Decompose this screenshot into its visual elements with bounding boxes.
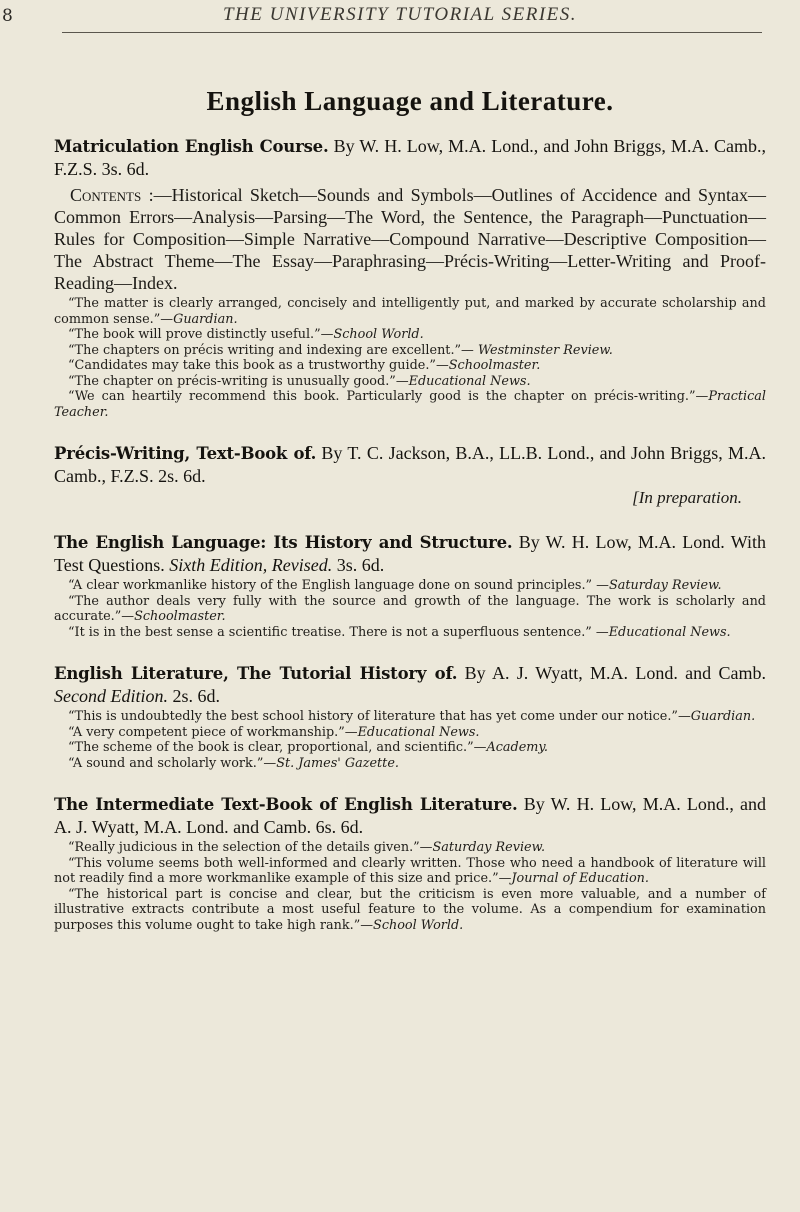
review-source: St. James' Gazette. bbox=[276, 755, 399, 771]
review-source: Guardian. bbox=[690, 709, 756, 724]
in-preparation-note: [In preparation. bbox=[632, 488, 742, 507]
book-title: The Intermediate Text-Book of English Literature. bbox=[54, 795, 518, 814]
entry-heading bbox=[54, 442, 766, 487]
book-title: The English Language: Its History and Structure. bbox=[54, 533, 513, 552]
review-source: Educational News. bbox=[408, 373, 531, 389]
review-source: School World. bbox=[333, 327, 424, 342]
review-source: Saturday Review. bbox=[432, 840, 546, 855]
review-quote: “We can heartily recommend this book. Particularly good is the chapter on précis-writing.”—Practical Teacher. bbox=[54, 389, 766, 420]
book-edition: Sixth Edition, Revised. bbox=[169, 555, 333, 575]
review-quote: “The chapters on précis writing and indexing are excellent.”— Westminster Review. bbox=[68, 342, 613, 358]
review-quote: “The author deals very fully with the source and growth of the language. The work is scholarly and accurate.”—Schoolmaster. bbox=[54, 593, 766, 624]
book-title: Précis-Writing, Text-Book of. bbox=[54, 444, 317, 463]
review-quote: “A sound and scholarly work.”—St. James' Gazette. bbox=[68, 755, 399, 771]
review-source: Westminster Review. bbox=[477, 342, 613, 358]
book-byline: By A. J. Wyatt, M.A. Lond. and Camb. bbox=[457, 663, 766, 683]
review-quote: “The matter is clearly arranged, concisely and intelligently put, and marked by accurate scholarship and common sense.”—Guardian. bbox=[54, 296, 766, 327]
book-title: English Literature, The Tutorial History of. bbox=[54, 664, 458, 683]
book-price: 2s. 6d. bbox=[167, 686, 220, 706]
review-quote: “This volume seems both well-informed and clearly written. Those who need a handbook of literature will not readily find a more workmanlike example of this size and price.”—Journal of Education. bbox=[54, 855, 766, 886]
book-byline: By W. H. Low, M.A. Lond., and A. J. Wyatt, M.A. Lond. and Camb. 6s. 6d. bbox=[54, 794, 766, 837]
book-entry-matriculation-english bbox=[54, 135, 766, 420]
review-quotes bbox=[54, 296, 766, 420]
review-quote: “This is undoubtedly the best school history of literature that has yet come under our notice.”—Guardian. bbox=[68, 709, 756, 724]
book-byline: By W. H. Low, M.A. Lond. With Test Questions. bbox=[54, 532, 766, 575]
review-quote: “A clear workmanlike history of the English language done on sound principles.” —Saturday Review. bbox=[68, 578, 722, 593]
review-source: Guardian. bbox=[173, 311, 238, 327]
entry-heading bbox=[54, 531, 766, 576]
book-price: 3s. 6d. bbox=[332, 555, 385, 575]
running-head: THE UNIVERSITY TUTORIAL SERIES. bbox=[222, 4, 578, 25]
review-quotes bbox=[54, 840, 766, 933]
review-source: Saturday Review. bbox=[608, 578, 722, 593]
contents-text: :—Historical Sketch—Sounds and Symbols—Outlines of Accidence and Syntax—Common Errors—Analysis—Parsing—The Word, the Sentence, the Paragraph—Punctuation—Rules for Composition—Simple Narrative—Compound Narrative—Descriptive Composition—The Abstract Theme—The Essay—Paraphrasing—Précis-Writing—Letter-Writing and Proof-Reading—Index. bbox=[54, 185, 766, 293]
review-quotes bbox=[54, 709, 766, 771]
book-list bbox=[54, 135, 766, 955]
header-rule bbox=[62, 32, 762, 33]
review-source: Educational News. bbox=[357, 724, 480, 740]
review-source: School World. bbox=[373, 917, 464, 933]
section-title: English Language and Literature. bbox=[206, 86, 614, 116]
book-entry-precis-writing bbox=[54, 442, 766, 509]
review-source: Practical Teacher. bbox=[54, 389, 766, 420]
review-source: Educational News. bbox=[608, 624, 731, 640]
book-entry-english-language bbox=[54, 531, 766, 640]
review-quote: “Really judicious in the selection of the details given.”—Saturday Review. bbox=[68, 840, 546, 855]
review-quote: “Candidates may take this book as a trustworthy guide.”—Schoolmaster. bbox=[68, 358, 541, 373]
book-entry-intermediate-literature bbox=[54, 793, 766, 933]
book-title: Matriculation English Course. bbox=[54, 137, 329, 156]
review-quote: “A very competent piece of workmanship.”—Educational News. bbox=[68, 724, 480, 740]
page-number: 8 bbox=[2, 6, 13, 26]
review-quotes bbox=[54, 578, 766, 640]
review-quote: “The chapter on précis-writing is unusually good.”—Educational News. bbox=[68, 373, 531, 389]
review-quote: “The historical part is concise and clear, but the criticism is even more valuable, and a number of illustrative extracts contribute a most useful feature to the volume. As a compendium for examination purposes this volume ought to take high rank.”—School World. bbox=[54, 886, 766, 933]
review-quote: “The scheme of the book is clear, proportional, and scientific.”—Academy. bbox=[68, 740, 549, 755]
entry-heading bbox=[54, 662, 766, 707]
review-source: Schoolmaster. bbox=[134, 609, 226, 624]
entry-heading bbox=[54, 793, 766, 838]
contents-label: Contents bbox=[70, 185, 142, 205]
book-byline: By W. H. Low, M.A. Lond., and John Briggs, M.A. Camb., F.Z.S. 3s. 6d. bbox=[54, 136, 766, 179]
book-edition: Second Edition. bbox=[54, 686, 168, 706]
review-quote: “It is in the best sense a scientific treatise. There is not a superfluous sentence.” —Educational News. bbox=[68, 624, 731, 640]
review-source: Academy. bbox=[486, 740, 549, 755]
review-source: Journal of Education. bbox=[511, 871, 649, 886]
review-source: Schoolmaster. bbox=[448, 358, 541, 373]
review-quote: “The book will prove distinctly useful.”—School World. bbox=[68, 327, 424, 342]
book-entry-english-literature-history bbox=[54, 662, 766, 771]
entry-heading bbox=[54, 135, 766, 180]
book-byline: By T. C. Jackson, B.A., LL.B. Lond., and John Briggs, M.A. Camb., F.Z.S. 2s. 6d. bbox=[54, 443, 767, 486]
book-contents bbox=[54, 184, 766, 294]
